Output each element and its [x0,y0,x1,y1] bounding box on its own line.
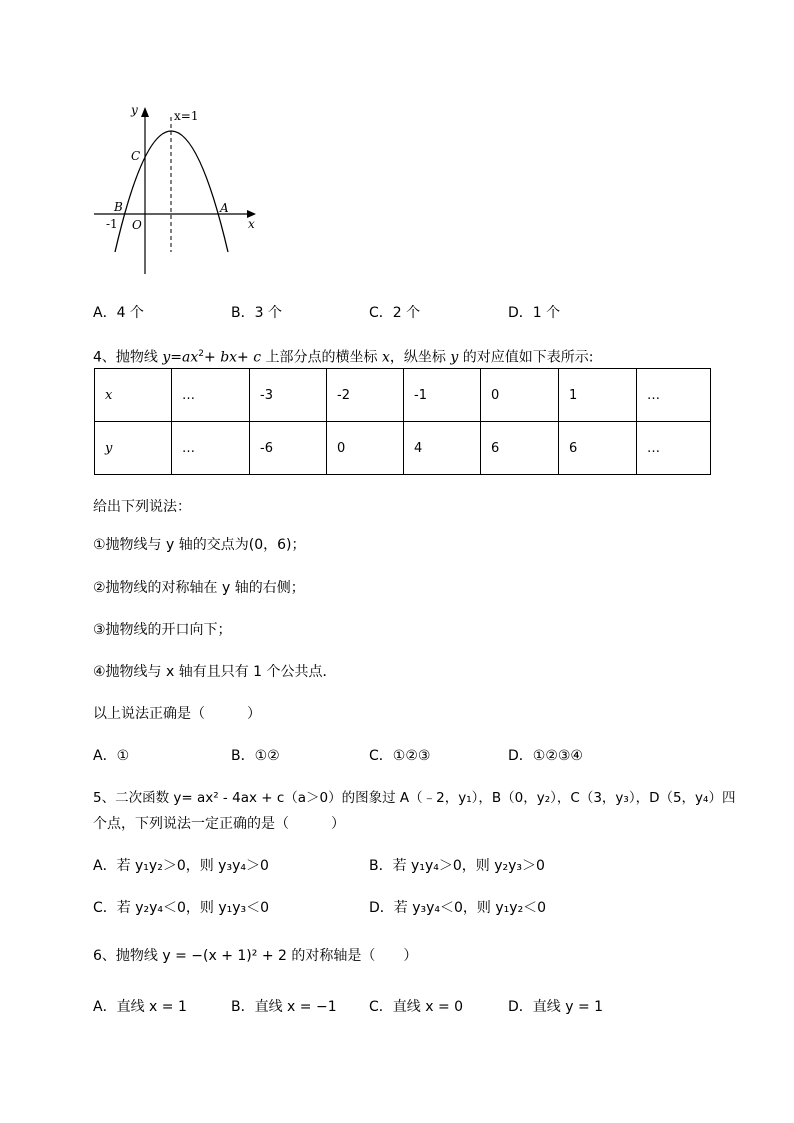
table-cell: … [172,369,250,422]
point-a-label: A [220,201,229,215]
q6-option-a[interactable]: A．直线 x = 1 [93,999,187,1015]
q4-option-d[interactable]: D．①②③④ [508,748,583,764]
q4-mid2: ，纵坐标 [389,349,451,366]
table-row [95,422,711,475]
q4-eq-plus1: + [204,349,221,366]
symmetry-label: x=1 [174,109,199,123]
q4-option-a[interactable]: A．① [93,748,130,764]
q3-option-d[interactable]: D．1 个 [508,305,561,321]
q4-option-c[interactable]: C．①②③ [369,748,431,764]
y-axis-arrow [141,107,149,117]
q3-option-a[interactable]: A．4 个 [93,305,144,321]
neg-one-label: -1 [106,217,118,231]
table-cell: -6 [250,422,327,475]
q4-eq-sup: 2 [198,349,204,359]
q4-var-y: y [450,349,459,366]
q4-mid: 上部分点的横坐标 [261,349,382,366]
table-cell: -3 [250,369,327,422]
q3-option-b[interactable]: B．3 个 [231,305,282,321]
q6-option-b[interactable]: B．直线 x = −1 [231,999,337,1015]
q4-statement-2: ②抛物线的对称轴在 y 轴的右侧； [93,580,305,596]
table-cell: 4 [404,422,481,475]
q6-stem: 6、抛物线 y = −(x + 1)² + 2 的对称轴是（ ） [93,948,418,964]
table-cell: 0 [481,369,559,422]
q4-option-b[interactable]: B．①② [231,748,280,764]
y-axis-label: y [131,103,138,117]
q4-statement-3: ③抛物线的开口向下； [93,622,232,638]
q4-var-x: x [381,349,390,366]
q3-option-c[interactable]: C．2 个 [369,305,421,321]
q4-intro: 给出下列说法： [93,499,191,515]
parabola-figure [88,100,268,280]
table-cell: … [637,422,711,475]
table-cell: 1 [559,369,637,422]
q6-option-c[interactable]: C．直线 x = 0 [369,999,464,1015]
table-cell: -2 [327,369,404,422]
q4-prefix: 4、抛物线 [93,349,163,366]
origin-label: O [132,218,142,232]
table-cell: y [95,422,172,475]
q5-stem-line1: 5、二次函数 y= ax² - 4ax + c（a＞0）的图象过 A（﹣2，y₁），B（0，y₂），C（3，y₃），D（5，y₄）四 [93,790,736,806]
q4-eq-c: c [253,349,262,366]
q5-option-d[interactable]: D．若 y₃y₄＜0，则 y₁y₂＜0 [369,900,547,916]
q5-stem-line2: 个点，下列说法一定正确的是（ ） [93,816,345,832]
table-cell: 0 [327,422,404,475]
table-cell: -1 [404,369,481,422]
q4-suffix: 的对应值如下表所示: [458,349,594,366]
q4-value-table [94,368,711,475]
q4-eq-a: ax [182,349,199,366]
q5-option-c[interactable]: C．若 y₂y₄＜0，则 y₁y₃＜0 [93,900,270,916]
q4-statement-1: ①抛物线与 y 轴的交点为(0，6)； [93,537,306,553]
q4-eq-b: bx [220,349,238,366]
q4-stem [93,344,593,368]
q6-option-d[interactable]: D．直线 y = 1 [508,999,604,1015]
q5-option-b[interactable]: B．若 y₁y₄＞0，则 y₂y₃＞0 [369,858,545,874]
q4-ask: 以上说法正确是（ ） [93,706,261,722]
x-axis-label: x [248,217,255,231]
point-c-label: C [131,149,141,163]
point-b-label: B [114,200,123,214]
q4-eq-y: y [162,349,171,366]
table-cell: 6 [559,422,637,475]
table-cell: 6 [481,422,559,475]
table-cell: x [95,369,172,422]
table-row [95,369,711,422]
table-cell: … [637,369,711,422]
q5-option-a[interactable]: A．若 y₁y₂＞0，则 y₃y₄＞0 [93,858,269,874]
q4-eq-plus2: + [237,349,254,366]
q4-statement-4: ④抛物线与 x 轴有且只有 1 个公共点． [93,664,337,680]
q4-eq-eq: = [170,349,183,366]
table-cell: … [172,422,250,475]
